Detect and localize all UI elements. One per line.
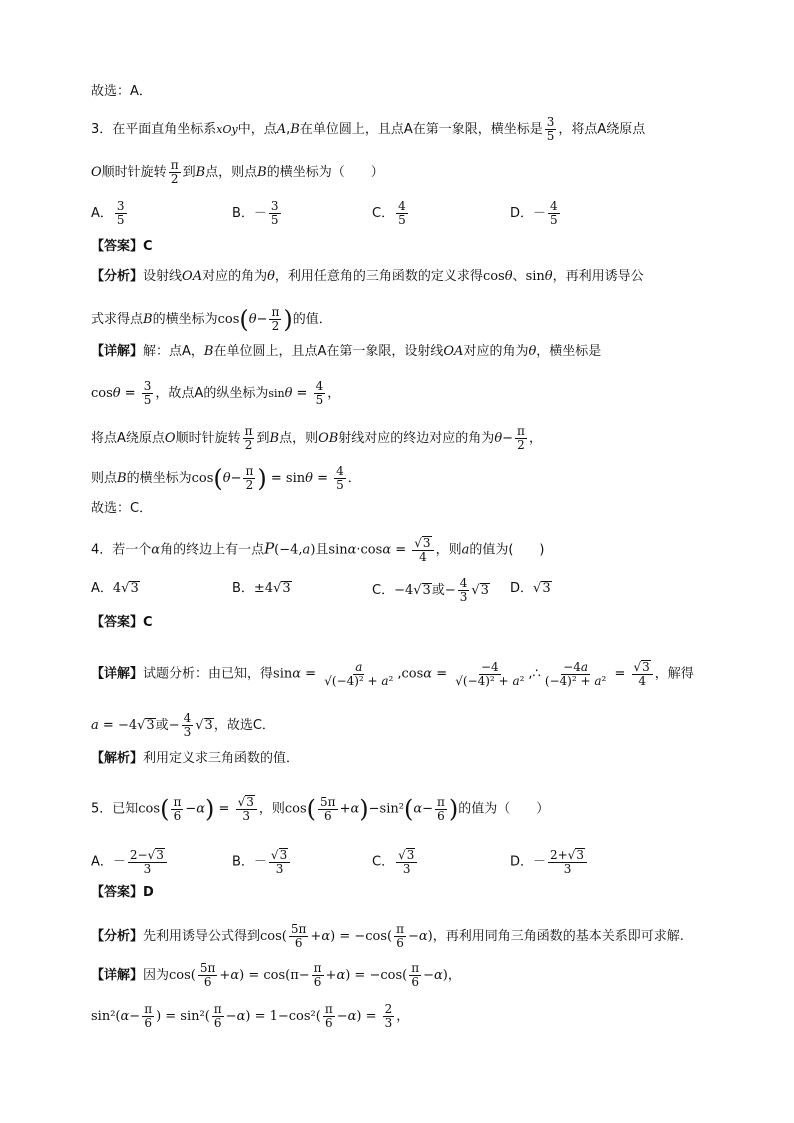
option-d[interactable]: D．√3: [510, 581, 551, 596]
option-c[interactable]: C． $\frac{4}{5}$: [372, 199, 406, 227]
option-b[interactable]: B．－ $\frac{3}{5}$: [232, 199, 279, 227]
detail-5: 【详解】因为cos( $\frac{5\pi}{6}$ +α) = cos(π− $\frac{\pi}{6}$ +α) = −cos( $\frac{\pi}{6}$ −α)，: [91, 961, 461, 989]
option-a[interactable]: A． $\frac{3}{5}$: [91, 199, 125, 227]
text-line: 故选：C．: [91, 501, 153, 516]
option-d[interactable]: D．－ $\frac{2+√3}{3}$: [510, 848, 589, 876]
detail-4: 【详解】试题分析：由已知，得sinα = $\frac{a}{\text{√(−4)² + a²}}$ ,cosα = $\frac{-4}{\text{√(−4)² + a²}}$ ,∴ $\frac{-4a}{\text{(−4)² + a²}}$ = $\frac{√3}{4}$ ，解得: [91, 659, 694, 688]
detail-3-line4: 则点B的横坐标为cos(θ− $\frac{\pi}{2}$ ) = sinθ = $\frac{4}{5}$ ．: [91, 464, 361, 493]
option-a[interactable]: A．－ $\frac{2-√3}{3}$: [91, 848, 169, 876]
question-4: 4．若一个α角的终边上有一点P(−4,a)且sinα·cosα = $\frac{√3}{4}$ ，则a的值为( ): [91, 536, 545, 564]
option-c[interactable]: C．−4√3或− $\frac{4}{3}$ √3: [372, 576, 489, 604]
detail-5-cont: sin²(α− $\frac{\pi}{6}$ ) = sin²( $\frac{\pi}{6}$ −α) = 1−cos²( $\frac{\pi}{6}$ −α) = $\frac{2}{3}$ ，: [91, 1002, 410, 1030]
analysis-3-cont: 式求得点B的横坐标为cos(θ− $\frac{\pi}{2}$ )的值．: [91, 305, 332, 334]
question-3: 3．在平面直角坐标系xOy中，点A,B在单位圆上，且点A在第一象限，横坐标是 $\frac{3}{5}$ ，将点A绕原点: [91, 115, 646, 143]
option-b[interactable]: B．－ $\frac{√3}{3}$: [232, 848, 292, 876]
jiexi-4: 【解析】利用定义求三角函数的值．: [91, 751, 300, 766]
option-a[interactable]: A．4√3: [91, 581, 139, 596]
analysis-3: 【分析】设射线OA对应的角为θ，利用任意角的三角函数的定义求得cosθ、sinθ，再利用诱导公: [91, 269, 644, 284]
option-d[interactable]: D．－ $\frac{4}{5}$: [510, 199, 558, 227]
text-line: 故选：A．: [91, 84, 152, 99]
option-b[interactable]: B．±4√3: [232, 581, 291, 596]
option-c[interactable]: C． $\frac{√3}{3}$: [372, 848, 419, 876]
detail-4-cont: a = −4√3或− $\frac{4}{3}$ √3，故选C．: [91, 711, 275, 739]
detail-3: 【详解】解：点A，B在单位圆上，且点A在第一象限，设射线OA对应的角为θ，横坐标是: [91, 344, 602, 359]
answer-4: 【答案】C: [91, 615, 153, 630]
answer-3: 【答案】C: [91, 239, 153, 254]
detail-3-line2: cosθ = $\frac{3}{5}$ ，故点A的纵坐标为sinθ = $\frac{4}{5}$ ，: [91, 379, 341, 407]
answer-5: 【答案】D: [91, 885, 154, 900]
detail-3-line3: 将点A绕原点O顺时针旋转 $\frac{\pi}{2}$ 到B点，则OB射线对应的终边对应的角为θ− $\frac{\pi}{2}$ ，: [91, 424, 542, 452]
question-5: 5．已知cos( $\frac{\pi}{6}$ −α) = $\frac{√3}{3}$ ，则cos( $\frac{5\pi}{6}$ +α)−sin²(α− $\frac{\pi}{6}$ )的值为（ ）: [91, 794, 550, 823]
question-3-cont: O顺时针旋转 $\frac{\pi}{2}$ 到B点，则点B的横坐标为（ ）: [91, 158, 384, 186]
analysis-5: 【分析】先利用诱导公式得到cos( $\frac{5\pi}{6}$ +α) = −cos( $\frac{\pi}{6}$ −α)，再利用同角三角函数的基本关系即可求解.: [91, 922, 684, 950]
